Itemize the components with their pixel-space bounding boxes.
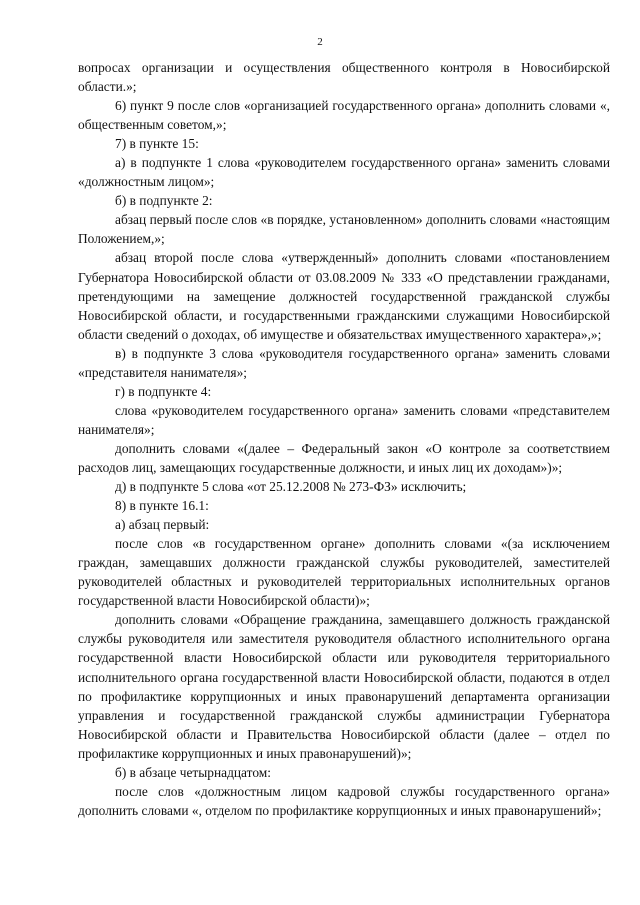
paragraph: слова «руководителем государственного органа» заменить словами «представителем нанимателя»; [78,402,610,437]
paragraph: в) в подпункте 3 слова «руководителя государственного органа» заменить словами «представителя нанимателя»; [78,345,610,380]
paragraph: г) в подпункте 4: [115,383,212,399]
paragraph: б) в подпункте 2: [115,193,213,209]
paragraph: а) абзац первый: [115,517,210,533]
paragraph: абзац второй после слова «утвержденный» дополнить словами «постановлением Губернатора Новосибирской области от 03.08.2009 № 333 «О представлении гражданами, претендующими на замещение должностей государственной гражданской службы Новосибирской области, и государственными гражданскими служащими Новосибирской области сведений о доходах, об имуществе и обязательствах имущественного характера»,»; [78,250,610,342]
paragraph: вопросах организации и осуществления общественного контроля в Новосибирской области.»; [78,60,610,95]
paragraph: 6) пункт 9 после слов «организацией государственного органа» дополнить словами «, общественным советом,»; [78,98,610,133]
paragraph: д) в подпункте 5 слова «от 25.12.2008 № 273-ФЗ» исключить; [115,479,467,495]
paragraph: дополнить словами «Обращение гражданина, замещавшего должность гражданской службы руководителя или заместителя руководителя областного исполнительного органа государственной власти Новосибирской области или руководителя территориального исполнительного органа государственной власти Новосибирской области, подаются в отдел по профилактике коррупционных и иных правонарушений департамента организации управления и государственной гражданской службы администрации Губернатора Новосибирской области и Правительства Новосибирской области (далее – отдел по профилактике коррупционных и иных правонарушений)»; [78,612,610,761]
paragraph: абзац первый после слов «в порядке, установленном» дополнить словами «настоящим Положением,»; [78,212,610,247]
paragraph: 8) в пункте 16.1: [115,498,209,514]
page-number: 2 [317,36,323,48]
paragraph: после слов «должностным лицом кадровой службы государственного органа» дополнить словами «, отделом по профилактике коррупционных и иных правонарушений»; [78,783,610,818]
paragraph: дополнить словами «(далее – Федеральный закон «О контроле за соответствием расходов лиц, замещающих государственные должности, и иных лиц их доходам»)»; [78,440,610,475]
paragraph: б) в абзаце четырнадцатом: [115,764,271,780]
paragraph: 7) в пункте 15: [115,136,199,152]
paragraph: после слов «в государственном органе» дополнить словами «(за исключением граждан, замещавших должности гражданской службы руководителей, заместителей руководителей областных и руководителей территориальных исполнительных органов государственной власти Новосибирской области)»; [78,536,610,609]
paragraph: а) в подпункте 1 слова «руководителем государственного органа» заменить словами «должностным лицом»; [78,155,610,190]
document-text [78,58,610,820]
